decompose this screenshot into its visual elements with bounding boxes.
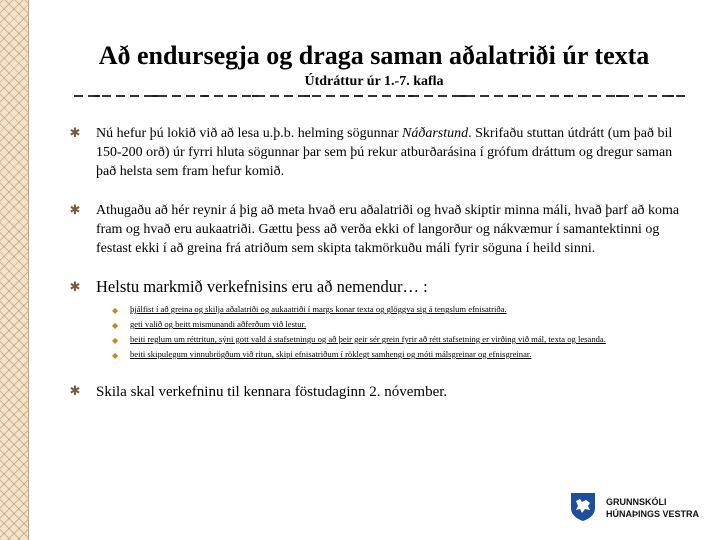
bullet-instructions — [68, 124, 693, 181]
goals-list — [112, 304, 693, 360]
goal-item[interactable]: ◆ geti valið og beitt mismunandi aðferðum við lestur. — [112, 319, 307, 330]
bullet-marker-icon: ✱ — [69, 202, 81, 217]
slide-content — [68, 124, 693, 402]
bullet-goals — [68, 276, 693, 298]
bullet-marker-icon: ✱ — [69, 279, 81, 294]
decorative-left-border — [0, 0, 29, 540]
bullet-text: . Skrifaðu stuttan útdrátt (um það bil 150-200 orð) úr fyrri hluta sögunnar þar sem þú rekur atburðarásina í grófum dráttum og dregur saman það helsta sem fram hefur komið. — [96, 126, 673, 179]
school-logo — [566, 486, 716, 532]
diamond-bullet-icon: ◆ — [112, 336, 119, 345]
shield-icon — [570, 492, 596, 522]
bullet-text: Nú hefur þú lokið við að lesa u.þ.b. helming sögunnar — [96, 126, 403, 141]
goal-item[interactable]: ◆ beiti skipulegum vinnubrögðum við ritun, skipi efnisatriðum í röklegt samhengi og móti málsgreinar og efnisgreinar. — [112, 349, 532, 360]
bullet-marker-icon: ✱ — [69, 383, 81, 398]
decorative-divider — [74, 93, 690, 99]
bullet-text: Skila skal verkefninu til kennara föstudaginn 2. nóvember. — [96, 384, 448, 400]
bullet-note — [68, 201, 693, 258]
goal-item[interactable]: ◆ þjálfist í að greina og skilja aðalatriði og aukaatriði í margs konar texta og glöggva sig á tengslum efnisatriða. — [112, 304, 507, 315]
diamond-bullet-icon: ◆ — [112, 321, 119, 330]
goal-item[interactable]: ◆ beiti reglum um réttritun, sýni gott vald á stafsetningu og að þeir geir sér grein fyrir að rétt stafsetning er virðing við mál, texta og lesanda. — [112, 334, 606, 345]
bullet-text: Helstu markmið verkefnisins eru að nemendur… : — [96, 277, 428, 296]
bullet-text: Athugaðu að hér reynir á þig að meta hvað eru aðalatriði og hvað skiptir minna máli, hvað þarf að koma fram og hvað eru aukaatriði. Gættu þess að verða ekki of langorður og nákvæmur í samantektinni og festast ekki í að greina frá atriðum sem skipta takmörkuðu máli fyrir söguna í heild sinni. — [96, 203, 680, 256]
bullet-marker-icon: ✱ — [69, 125, 81, 140]
slide-title: Að endursegja og draga saman aðalatriði úr texta — [98, 41, 650, 70]
slide-subtitle: Útdráttur úr 1.-7. kafla — [304, 74, 444, 89]
book-title: Náðarstund — [402, 126, 469, 141]
school-name: GRUNNSKÓLI HÚNAÞINGS VESTRA — [606, 497, 700, 519]
diamond-bullet-icon: ◆ — [112, 306, 119, 315]
bullet-deadline — [68, 382, 693, 402]
diamond-bullet-icon: ◆ — [112, 351, 119, 360]
